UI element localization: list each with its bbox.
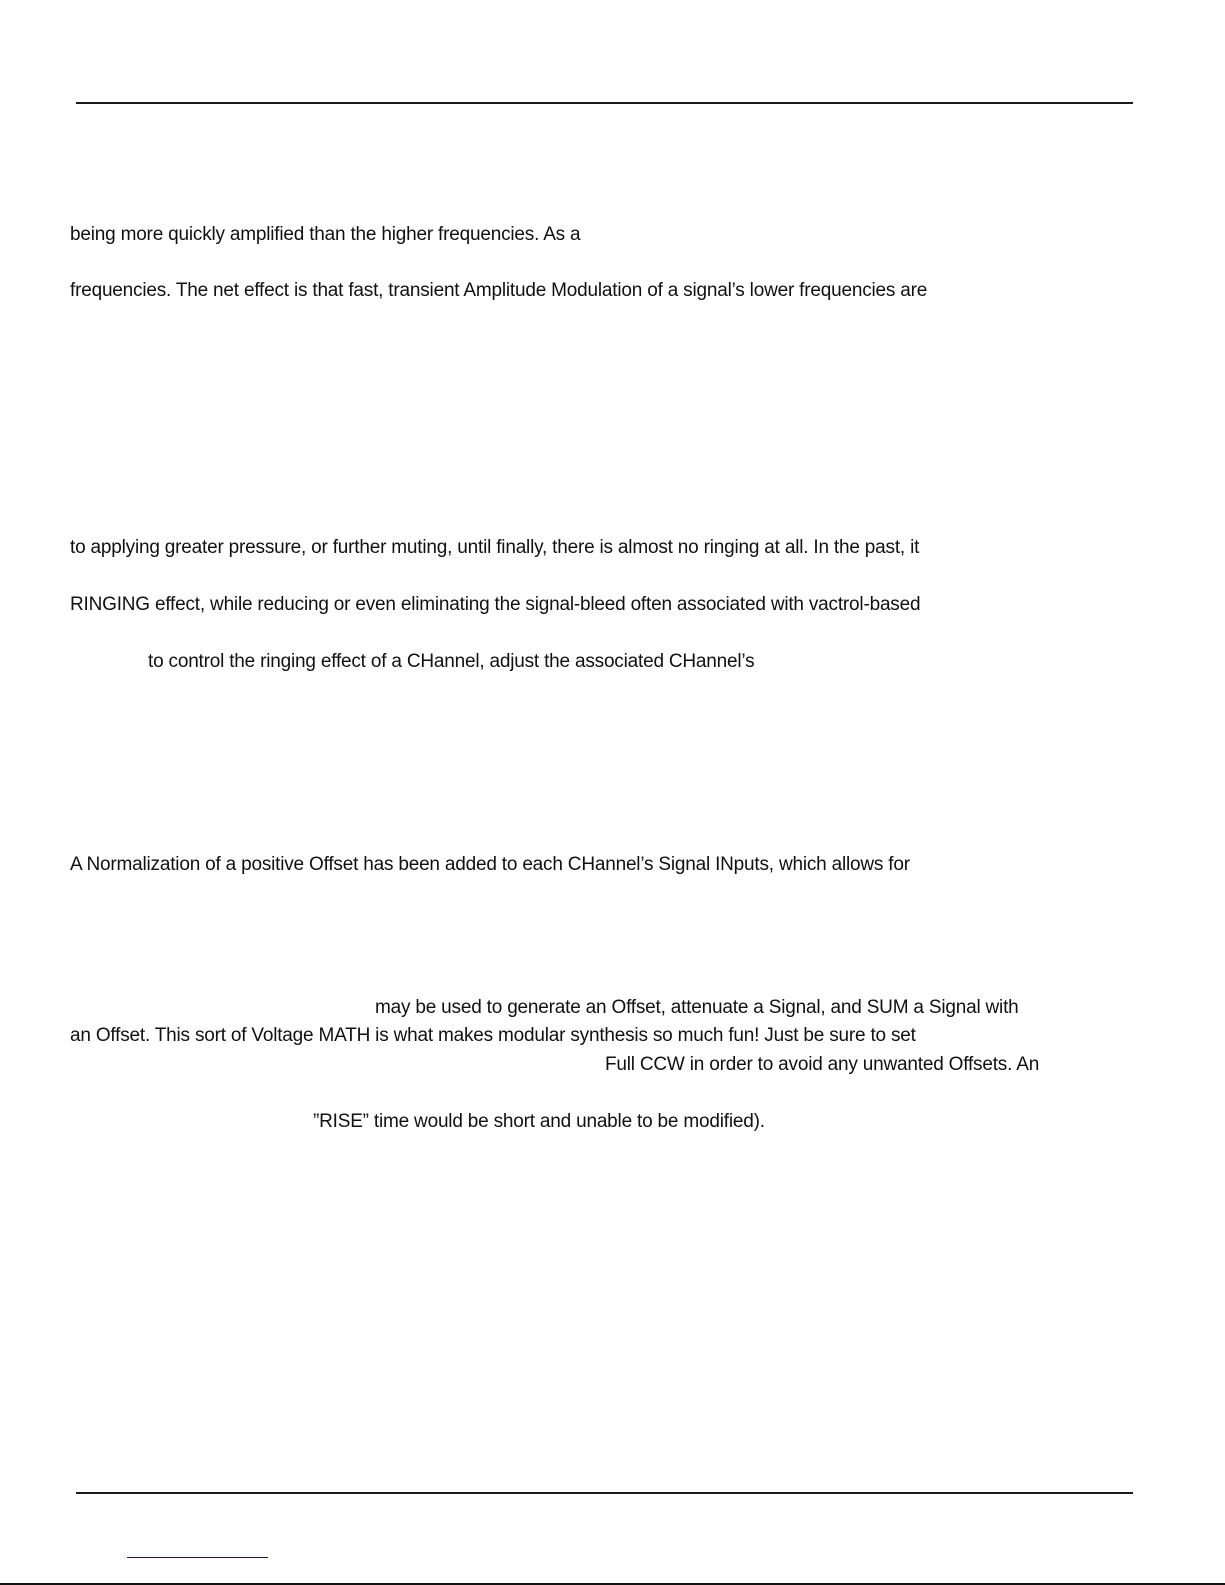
text-line: may be used to generate an Offset, attenuate a Signal, and SUM a Signal with [375, 997, 1019, 1018]
text-line: to control the ringing effect of a CHannel, adjust the associated CHannel’s [148, 651, 755, 672]
text-line: Full CCW in order to avoid any unwanted Offsets. An [605, 1054, 1040, 1075]
text-line: frequencies. The net effect is that fast, transient Amplitude Modulation of a signal’s lower frequencies are [70, 280, 928, 301]
text-line: an Offset. This sort of Voltage MATH is what makes modular synthesis so much fun! Just be sure to set [70, 1025, 916, 1046]
footer-link-underline[interactable] [127, 1557, 268, 1558]
text-line: A Normalization of a positive Offset has been added to each CHannel’s Signal INputs, which allows for [70, 854, 910, 875]
text-line: RINGING effect, while reducing or even eliminating the signal-bleed often associated with vactrol-based [70, 594, 921, 615]
text-line: to applying greater pressure, or further muting, until finally, there is almost no ringing at all. In the past, it [70, 537, 920, 558]
text-line: being more quickly amplified than the higher frequencies. As a [70, 224, 581, 245]
header-rule [76, 102, 1133, 104]
footer-rule [76, 1492, 1133, 1494]
text-line: ”RISE” time would be short and unable to be modified). [313, 1111, 765, 1132]
